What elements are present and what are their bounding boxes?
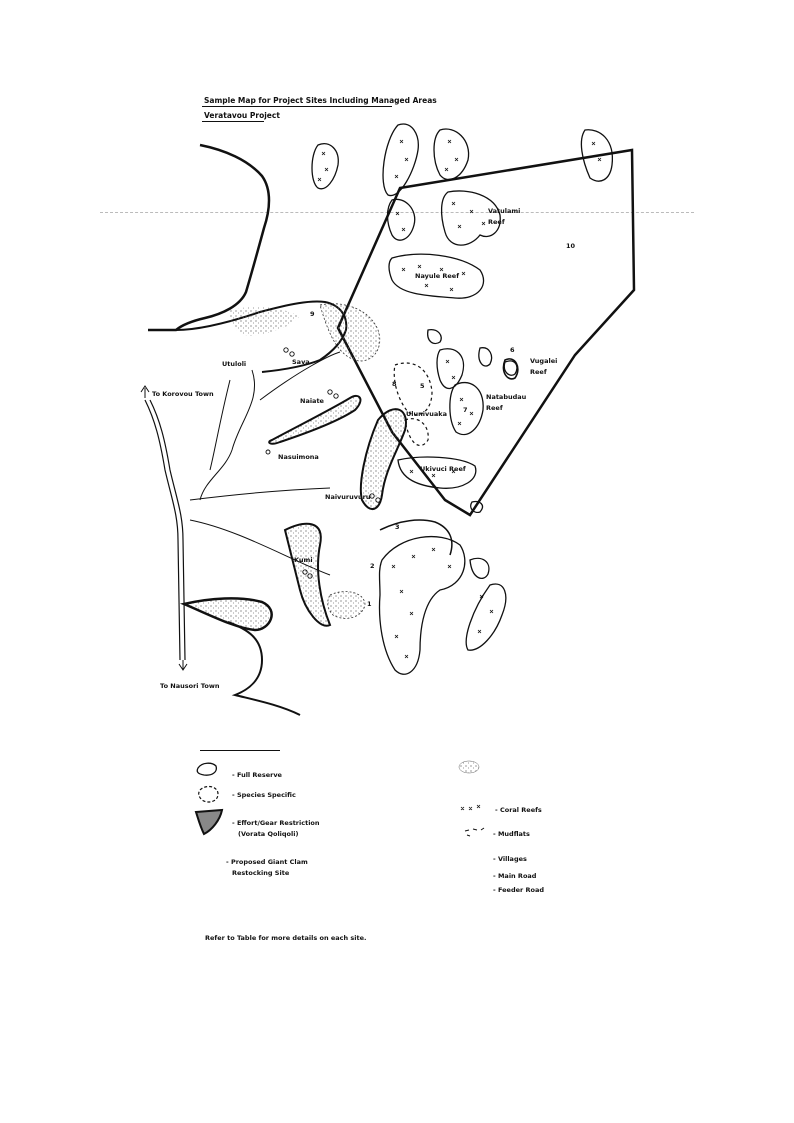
label-utuloli: Utuloli: [222, 360, 247, 368]
label-vugalei-reef: Reef: [530, 368, 547, 376]
legend-full-reserve: - Full Reserve: [232, 771, 282, 779]
mudflats-swatch: [465, 828, 484, 836]
mudflat-area-2: [230, 307, 300, 336]
mudflat-texture-swatch: [459, 761, 479, 773]
site-number: 2: [370, 562, 375, 570]
legend-villages: - Villages: [493, 855, 527, 863]
legend-effort-gear-2: (Vorata Qoliqoli): [238, 830, 299, 838]
label-to-nausori: To Nausori Town: [160, 682, 220, 690]
reef-outline: [466, 584, 506, 650]
label-natabudau-reef: Reef: [486, 404, 503, 412]
legend-main-road: - Main Road: [493, 872, 537, 880]
reef-outline: [434, 129, 469, 180]
arrow-to-nausori: [179, 660, 187, 670]
full-reserve-swatch: [197, 763, 216, 775]
legend-feeder-road: - Feeder Road: [493, 886, 544, 894]
species-specific-zone: [394, 363, 432, 415]
legend-species-specific: - Species Specific: [232, 791, 296, 799]
site-number: 8: [392, 380, 397, 388]
effort-gear-swatch: [196, 810, 222, 834]
reef-outline: [504, 361, 517, 375]
label-kumi: Kumi: [294, 556, 313, 564]
legend-giant-clam-1: - Proposed Giant Clam: [226, 858, 308, 866]
mudflat-area-3: [328, 592, 365, 619]
reef-outline: [428, 330, 442, 344]
site-number: 6: [510, 346, 515, 354]
coastline-south: [228, 622, 300, 715]
species-specific-zone: [405, 419, 428, 446]
label-ukivuci-reef: Ukivuci Reef: [420, 465, 466, 473]
main-road: [145, 400, 180, 660]
site-number: 3: [395, 523, 400, 531]
coastline-north: [148, 145, 269, 330]
site-number: 1: [367, 600, 372, 608]
label-ulunivuaka: Ulunivuaka: [406, 410, 447, 418]
map-title: Sample Map for Project Sites Including Managed Areas: [204, 96, 437, 105]
label-nasuimona: Nasuimona: [278, 453, 319, 461]
kumi-bay: [285, 524, 330, 626]
legend-swatches-right: [455, 755, 495, 845]
map-subtitle: Veratavou Project: [204, 111, 280, 120]
label-sava: Sava: [292, 358, 310, 366]
reef-outline: [479, 348, 492, 366]
south-estuary: [184, 598, 272, 630]
coral-reefs-swatch: [461, 805, 480, 810]
village-markers: [266, 348, 380, 578]
label-nayule-reef: Nayule Reef: [415, 272, 460, 280]
label-natabudau: Natabudau: [486, 393, 527, 401]
site-number: 7: [463, 406, 468, 414]
reef-outline: [470, 558, 489, 578]
label-naivuruvuru: Naivuruvuru: [325, 493, 371, 501]
site-number: 10: [566, 242, 576, 250]
label-vatulami-reef: Reef: [488, 218, 505, 226]
legend-coral-reefs: - Coral Reefs: [495, 806, 542, 814]
footer-note: Refer to Table for more details on each site.: [205, 934, 367, 942]
reef-outline: [312, 144, 338, 189]
legend-mudflats: - Mudflats: [493, 830, 530, 838]
legend-giant-clam-2: Restocking Site: [232, 869, 290, 877]
label-vugalei: Vugalei: [530, 357, 558, 365]
label-to-korovou: To Korovou Town: [152, 390, 214, 398]
site-number: 5: [420, 382, 425, 390]
species-specific-swatch: [199, 787, 218, 802]
reef-outline: [380, 537, 465, 675]
site-number: 9: [310, 310, 315, 318]
legend-effort-gear-1: - Effort/Gear Restriction: [232, 819, 320, 827]
legend-rule: [200, 750, 280, 751]
label-naiate: Naiate: [300, 397, 324, 405]
label-vatulami: Vatulami: [488, 207, 521, 215]
arrow-to-korovou: [141, 386, 149, 398]
river-3: [190, 488, 330, 500]
legend-swatches-left: [192, 760, 232, 850]
